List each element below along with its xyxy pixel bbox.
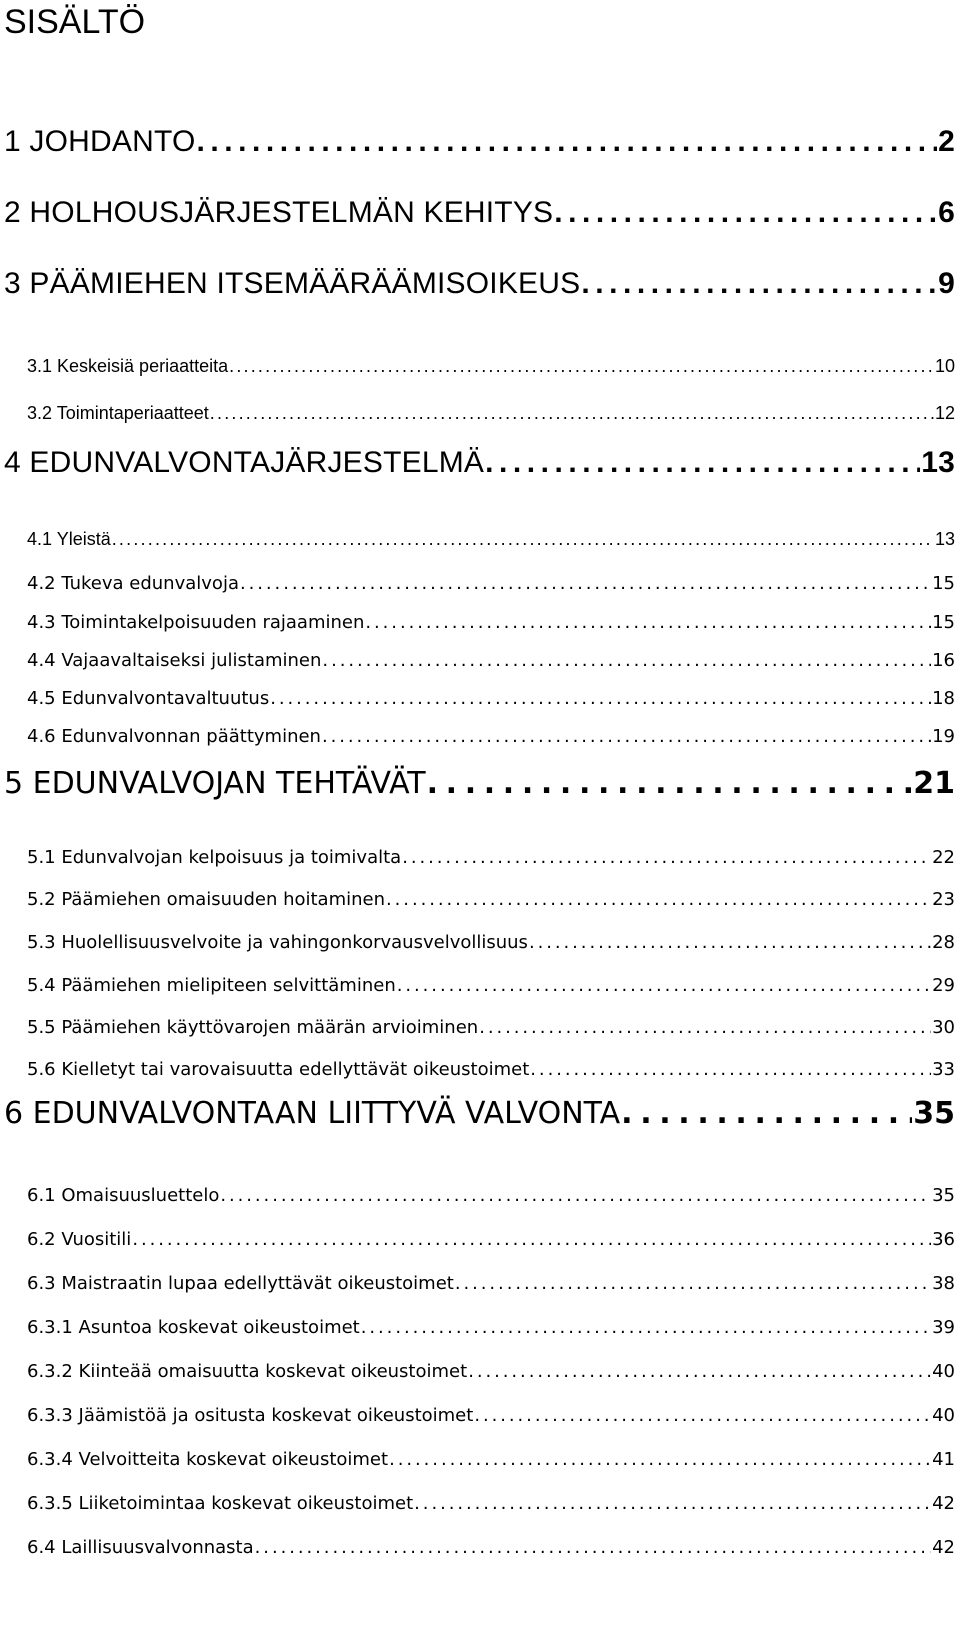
toc-entry-6-3-5-liiketoimintaa-koskevat[interactable] <box>27 1493 955 1514</box>
dot-leader <box>414 1493 931 1514</box>
dot-leader <box>427 766 913 801</box>
toc-entry-page: 22 <box>932 847 955 868</box>
dot-leader <box>554 196 937 230</box>
toc-entry-6-3-4-velvoitteita-koskevat[interactable] <box>27 1449 955 1470</box>
toc-entry-label: 5.5 Päämiehen käyttövarojen määrän arvioiminen <box>27 1017 479 1038</box>
toc-entry-4-edunvalvontajarjestelma[interactable] <box>4 446 955 480</box>
dot-leader <box>255 1537 931 1558</box>
toc-entry-page: 35 <box>913 1096 955 1131</box>
toc-entry-label: 2 HOLHOUSJÄRJESTELMÄN KEHITYS <box>4 196 554 229</box>
dot-leader <box>389 1449 931 1470</box>
toc-entry-label: 4.6 Edunvalvonnan päättyminen <box>27 726 321 747</box>
toc-entry-page: 39 <box>932 1317 955 1338</box>
toc-entry-label: 5.2 Päämiehen omaisuuden hoitaminen <box>27 889 386 910</box>
toc-entry-page: 18 <box>932 688 955 709</box>
toc-entry-5-1-edunvalvojan-kelpoisuus[interactable] <box>27 847 955 868</box>
dot-leader <box>322 726 931 747</box>
toc-entry-page: 10 <box>934 356 955 376</box>
toc-entry-4-6-edunvalvonnan-paattyminen[interactable] <box>27 726 955 747</box>
toc-entry-5-2-paamiehen-omaisuuden-hoitaminen[interactable] <box>27 889 955 910</box>
toc-entry-5-5-paamiehen-kayttovarojen-maara[interactable] <box>27 1017 955 1038</box>
toc-entry-5-6-kielletyt-oikeustoimet[interactable] <box>27 1059 955 1080</box>
dot-leader <box>468 1361 931 1382</box>
toc-entry-label: 5.6 Kielletyt tai varovaisuutta edellyttävät oikeustoimet <box>27 1059 530 1080</box>
toc-entry-page: 36 <box>932 1229 955 1250</box>
dot-leader <box>270 688 931 709</box>
toc-entry-label: 5.1 Edunvalvojan kelpoisuus ja toimivalta <box>27 847 402 868</box>
toc-entry-6-4-laillisuusvalvonnasta[interactable] <box>27 1537 955 1558</box>
toc-entry-page: 23 <box>932 889 955 910</box>
dot-leader <box>621 1096 912 1131</box>
dot-leader <box>361 1317 931 1338</box>
toc-entry-6-3-2-kiinteaa-omaisuutta[interactable] <box>27 1361 955 1382</box>
toc-entry-6-1-omaisuusluettelo[interactable] <box>27 1185 955 1206</box>
toc-entry-label: 6.1 Omaisuusluettelo <box>27 1185 220 1206</box>
toc-entry-label: 4.1 Yleistä <box>27 529 111 549</box>
toc-entry-6-3-3-jaamistoa-ja-ositusta[interactable] <box>27 1405 955 1426</box>
toc-entry-6-edunvalvontaan-liittyva-valvonta[interactable] <box>4 1096 955 1131</box>
toc-entry-6-2-vuositili[interactable] <box>27 1229 955 1250</box>
dot-leader <box>455 1273 931 1294</box>
dot-leader <box>485 446 920 480</box>
dot-leader <box>210 403 934 424</box>
toc-entry-label: 6.3.3 Jäämistöä ja ositusta koskevat oikeustoimet <box>27 1405 474 1426</box>
toc-entry-label: 3 PÄÄMIEHEN ITSEMÄÄRÄÄMISOIKEUS <box>4 267 581 300</box>
toc-entry-label: 4.2 Tukeva edunvalvoja <box>27 573 239 594</box>
toc-entry-2-holhousjarjestelman-kehitys[interactable] <box>4 196 955 230</box>
toc-entry-page: 19 <box>932 726 955 747</box>
toc-entry-4-4-vajaavaltaiseksi-julistaminen[interactable] <box>27 650 955 671</box>
toc-entry-page: 40 <box>932 1405 955 1426</box>
toc-entry-page: 42 <box>932 1537 955 1558</box>
dot-leader <box>474 1405 931 1426</box>
dot-leader <box>240 573 931 594</box>
toc-entry-label: 5.3 Huolellisuusvelvoite ja vahingonkorvausvelvollisuus <box>27 932 528 953</box>
dot-leader <box>229 356 934 377</box>
toc-entry-page: 41 <box>932 1449 955 1470</box>
toc-entry-page: 13 <box>921 446 955 479</box>
toc-entry-3-2-toimintaperiaatteet[interactable] <box>27 403 955 424</box>
toc-entry-label: 1 JOHDANTO <box>4 125 196 158</box>
toc-entry-label: 4 EDUNVALVONTAJÄRJESTELMÄ <box>4 446 485 479</box>
dot-leader <box>529 932 931 953</box>
toc-entry-page: 12 <box>934 403 955 423</box>
toc-entry-page: 30 <box>932 1017 955 1038</box>
page-title: SISÄLTÖ <box>4 3 146 41</box>
toc-entry-page: 33 <box>932 1059 955 1080</box>
toc-entry-label: 6.3.2 Kiinteää omaisuutta koskevat oikeustoimet <box>27 1361 468 1382</box>
toc-entry-6-3-maistraatin-lupaa[interactable] <box>27 1273 955 1294</box>
toc-entry-label: 4.4 Vajaavaltaiseksi julistaminen <box>27 650 322 671</box>
toc-entry-label: 4.3 Toimintakelpoisuuden rajaaminen <box>27 612 365 633</box>
toc-entry-page: 21 <box>913 766 955 801</box>
toc-entry-6-3-1-asuntoa-koskevat[interactable] <box>27 1317 955 1338</box>
toc-entry-5-4-paamiehen-mielipiteen-selvittaminen[interactable] <box>27 975 955 996</box>
dot-leader <box>386 889 931 910</box>
toc-entry-4-2-tukeva-edunvalvoja[interactable] <box>27 573 955 594</box>
toc-entry-4-3-toimintakelpoisuuden-rajaaminen[interactable] <box>27 612 955 633</box>
toc-entry-page: 16 <box>932 650 955 671</box>
toc-entry-label: 6 EDUNVALVONTAAN LIITTYVÄ VALVONTA <box>4 1096 621 1131</box>
dot-leader <box>196 125 937 159</box>
dot-leader <box>397 975 931 996</box>
toc-entry-3-1-keskeisia-periaatteita[interactable] <box>27 356 955 377</box>
toc-entry-label: 6.3.4 Velvoitteita koskevat oikeustoimet <box>27 1449 389 1470</box>
toc-entry-label: 6.2 Vuositili <box>27 1229 132 1250</box>
toc-entry-4-1-yleista[interactable] <box>27 529 955 550</box>
toc-entry-5-edunvalvojan-tehtavat[interactable] <box>4 766 955 801</box>
toc-entry-page: 2 <box>938 125 955 158</box>
toc-entry-page: 6 <box>938 196 955 229</box>
dot-leader <box>402 847 931 868</box>
toc-entry-page: 42 <box>932 1493 955 1514</box>
toc-entry-page: 35 <box>932 1185 955 1206</box>
dot-leader <box>581 267 937 301</box>
toc-entry-label: 4.5 Edunvalvontavaltuutus <box>27 688 270 709</box>
toc-entry-label: 6.3 Maistraatin lupaa edellyttävät oikeustoimet <box>27 1273 454 1294</box>
dot-leader <box>112 529 934 550</box>
toc-entry-page: 38 <box>932 1273 955 1294</box>
dot-leader <box>132 1229 931 1250</box>
toc-entry-label: 6.3.1 Asuntoa koskevat oikeustoimet <box>27 1317 360 1338</box>
dot-leader <box>479 1017 931 1038</box>
toc-entry-label: 6.3.5 Liiketoimintaa koskevat oikeustoimet <box>27 1493 414 1514</box>
toc-entry-label: 3.2 Toimintaperiaatteet <box>27 403 209 423</box>
dot-leader <box>530 1059 931 1080</box>
toc-entry-label: 5.4 Päämiehen mielipiteen selvittäminen <box>27 975 396 996</box>
dot-leader <box>220 1185 931 1206</box>
toc-entry-page: 13 <box>934 529 955 549</box>
toc-entry-page: 9 <box>938 267 955 300</box>
toc-entry-page: 40 <box>932 1361 955 1382</box>
toc-entry-1-johdanto[interactable] <box>4 125 955 159</box>
toc-entry-label: 5 EDUNVALVOJAN TEHTÄVÄT <box>4 766 426 801</box>
toc-entry-5-3-huolellisuusvelvoite[interactable] <box>27 932 955 953</box>
dot-leader <box>365 612 931 633</box>
toc-entry-page: 28 <box>932 932 955 953</box>
toc-entry-4-5-edunvalvontavaltuutus[interactable] <box>27 688 955 709</box>
toc-entry-label: 6.4 Laillisuusvalvonnasta <box>27 1537 254 1558</box>
dot-leader <box>322 650 931 671</box>
toc-entry-3-paamiehen-itsemaaraamisoikeus[interactable] <box>4 267 955 301</box>
toc-entry-label: 3.1 Keskeisiä periaatteita <box>27 356 229 376</box>
toc-entry-page: 29 <box>932 975 955 996</box>
toc-entry-page: 15 <box>932 573 955 594</box>
toc-entry-page: 15 <box>932 612 955 633</box>
